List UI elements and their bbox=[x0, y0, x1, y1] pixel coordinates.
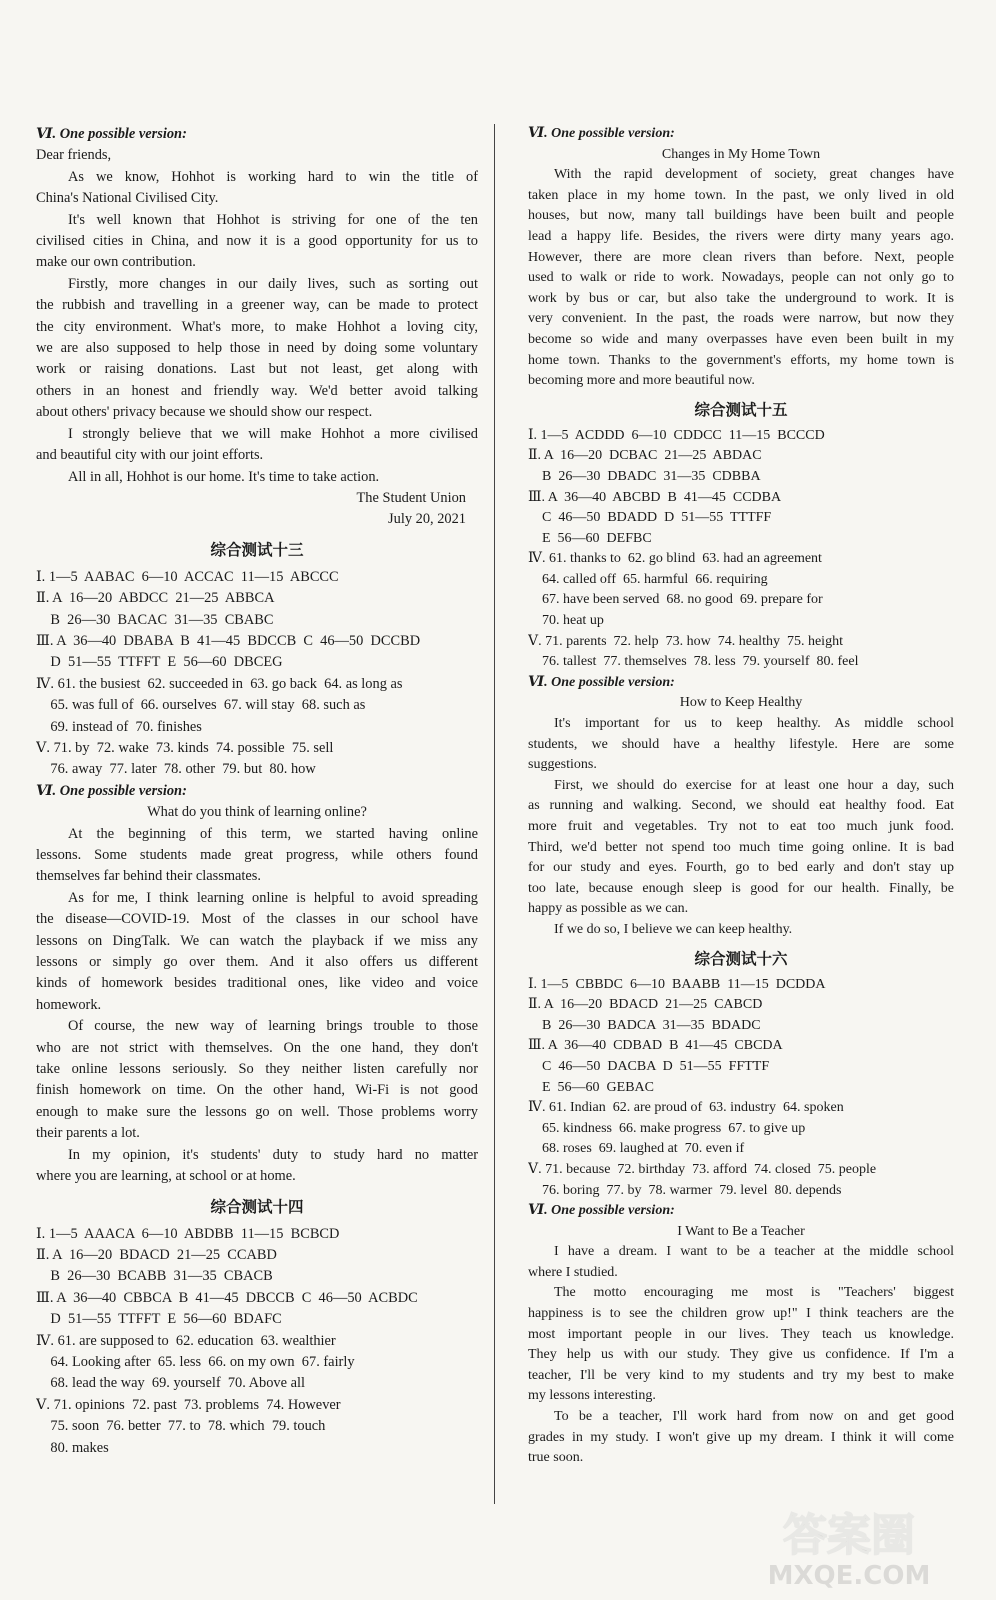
answer-line: Ⅲ. A 36—40 ABCBD B 41—45 CCDBA bbox=[528, 489, 782, 505]
essay-line: for our study and eyes. Fourth, go to bed early and don't stay up bbox=[528, 860, 954, 876]
essay-line: finish homework on time. On the other hand, Wi-Fi is not good bbox=[36, 1082, 478, 1099]
essay-line: It's important for us to keep healthy. As middle school bbox=[554, 716, 954, 732]
essay-title: What do you think of learning online? bbox=[147, 804, 367, 821]
essay-line: lessons or simply go over them. And it also offers us different bbox=[36, 954, 478, 971]
letter-line: civilised cities in China, and now it is a good opportunity for us to bbox=[36, 233, 478, 250]
essay-line: enough to make sure the lessons go on well. Those problems worry bbox=[36, 1103, 478, 1120]
essay-line: If we do so, I believe we can keep healthy. bbox=[554, 921, 793, 937]
essay-line: where you are learning, at school or at home. bbox=[36, 1168, 296, 1185]
essay-line: more fruit and vegetables. Try not to eat too much junk food. bbox=[528, 819, 954, 834]
essay-line: work by bus or car, but also take the underground to work. It is bbox=[528, 290, 954, 306]
essay-line: my lessons interesting. bbox=[528, 1388, 656, 1404]
answer-line: 68. roses 69. laughed at 70. even if bbox=[528, 1141, 745, 1157]
essay-title: I Want to Be a Teacher bbox=[677, 1223, 805, 1239]
essay-line: To be a teacher, I'll work hard from now on and get good bbox=[554, 1409, 954, 1425]
essay-line: used to walk or ride to work. Nowadays, people can not only go to bbox=[528, 270, 954, 286]
letter-line: China's National Civilised City. bbox=[36, 190, 219, 207]
answer-line: Ⅰ. 1—5 ACDDD 6—10 CDDCC 11—15 BCCCD bbox=[528, 427, 825, 443]
answer-line: B 26—30 BCABB 31—35 CBACB bbox=[36, 1268, 273, 1285]
letter-line: Firstly, more changes in our daily lives, such as sorting out bbox=[68, 275, 478, 292]
answer-line: 64. called off 65. harmful 66. requiring bbox=[528, 571, 768, 587]
s15-part6-label: Ⅵ. One possible version: bbox=[528, 674, 675, 690]
letter-line: about others' privacy because we should show our respect. bbox=[36, 404, 373, 421]
essay-line: I have a dream. I want to be a teacher at the middle school bbox=[554, 1244, 954, 1260]
answer-line: Ⅰ. 1—5 CBBDC 6—10 BAABB 11—15 DCDDA bbox=[528, 976, 826, 992]
essay-line: most important people in our lives. They teach us knowledge. bbox=[528, 1326, 954, 1342]
letter-line: As we know, Hohhot is working hard to win the title of bbox=[68, 168, 478, 185]
letter-line: others in an honest and friendly way. We'd better avoid talking bbox=[36, 382, 478, 399]
essay-line: becoming more and more beautiful now. bbox=[528, 373, 755, 389]
essay-line: However, there are more clean rivers than before. Next, people bbox=[528, 249, 954, 265]
letter-line: the city environment. What's more, to make Hohhot a loving city, bbox=[36, 318, 478, 335]
essay-line: In my opinion, it's students' duty to study hard no matter bbox=[68, 1146, 478, 1163]
letter-date: July 20, 2021 bbox=[388, 511, 466, 528]
essay-line: grades in my study. I won't give up my dream. I think it will come bbox=[528, 1429, 954, 1445]
essay-line: true soon. bbox=[528, 1450, 584, 1466]
letter-line: make our own contribution. bbox=[36, 254, 196, 271]
essay-line: teacher, I'll be very kind to my students and try my best to make bbox=[528, 1367, 954, 1383]
answer-line: C 46—50 BDADD D 51—55 TTTFF bbox=[528, 510, 772, 526]
answer-line: 76. away 77. later 78. other 79. but 80. how bbox=[36, 761, 316, 778]
answer-line: Ⅰ. 1—5 AAACA 6—10 ABDBB 11—15 BCBCD bbox=[36, 1225, 340, 1242]
right-column bbox=[528, 124, 954, 1469]
essay-line: who are not strict with themselves. On the one hand, they don't bbox=[36, 1039, 478, 1056]
answer-line: D 51—55 TTFFT E 56—60 DBCEG bbox=[36, 654, 283, 671]
answer-line: 65. kindness 66. make progress 67. to give up bbox=[528, 1120, 806, 1136]
answer-line: 64. Looking after 65. less 66. on my own 67. fairly bbox=[36, 1353, 355, 1370]
essay-line: First, we should do exercise for at least one hour a day, such bbox=[554, 777, 954, 793]
essay-line: lessons on DingTalk. We can watch the playback if we miss any bbox=[36, 932, 478, 949]
answer-line: C 46—50 DACBA D 51—55 FFTTF bbox=[528, 1058, 770, 1074]
answer-line: Ⅱ. A 16—20 BDACD 21—25 CABCD bbox=[528, 997, 763, 1013]
answer-line: 67. have been served 68. no good 69. prepare for bbox=[528, 592, 823, 608]
essay-line: take online lessons seriously. So they neither listen carefully nor bbox=[36, 1061, 478, 1078]
letter-line: the rubbish and travelling in a greener way, can be made to protect bbox=[36, 297, 478, 314]
answer-line: Ⅴ. 71. by 72. wake 73. kinds 74. possible 75. sell bbox=[36, 739, 334, 756]
column-divider bbox=[494, 124, 495, 1504]
essay-line: With the rapid development of society, great changes have bbox=[554, 167, 954, 183]
essay-line: home town. Thanks to the government's efforts, my home town is bbox=[528, 352, 954, 368]
essay-line: happy as possible as we can. bbox=[528, 901, 689, 917]
letter-line: It's well known that Hohhot is striving for one of the ten bbox=[68, 211, 478, 228]
answer-line: B 26—30 DBADC 31—35 CDBBA bbox=[528, 468, 761, 484]
answer-line: Ⅲ. A 36—40 CDBAD B 41—45 CBCDA bbox=[528, 1038, 783, 1054]
answer-line: 70. heat up bbox=[528, 613, 604, 629]
letter-line: All in all, Hohhot is our home. It's time to take action. bbox=[68, 468, 380, 485]
essay-line: Of course, the new way of learning brings trouble to those bbox=[68, 1018, 478, 1035]
answer-line: Ⅳ. 61. the busiest 62. succeeded in 63. go back 64. as long as bbox=[36, 675, 403, 692]
essay-line: suggestions. bbox=[528, 757, 597, 773]
left-column bbox=[36, 124, 478, 1459]
letter-line: I strongly believe that we will make Hohhot a more civilised bbox=[68, 425, 478, 442]
answer-line: Ⅲ. A 36—40 CBBCA B 41—45 DBCCB C 46—50 ACBDC bbox=[36, 1289, 418, 1306]
essay-line: become so wide and many overpasses have even been built in my bbox=[528, 331, 954, 347]
answer-line: Ⅱ. A 16—20 ABDCC 21—25 ABBCA bbox=[36, 590, 275, 607]
letter-line: Dear friends, bbox=[36, 147, 112, 164]
watermark-logo bbox=[724, 1498, 974, 1590]
essay-line: taken place in my home town. In the past, we only lived in old bbox=[528, 187, 954, 203]
essay-line: lead a happy life. Besides, the rivers were dirty many years ago. bbox=[528, 228, 954, 244]
s16-part6-label: Ⅵ. One possible version: bbox=[528, 1203, 675, 1219]
essay-line: kinds of homework besides traditional ones, like video and voice bbox=[36, 975, 478, 992]
s13-part6-label: Ⅵ. One possible version: bbox=[36, 782, 187, 799]
answer-line: E 56—60 DEFBC bbox=[528, 530, 652, 546]
essay-line: students, we should have a healthy lifestyle. Here are some bbox=[528, 736, 954, 752]
answer-line: Ⅳ. 61. are supposed to 62. education 63. wealthier bbox=[36, 1332, 336, 1349]
essay-line: the disease—COVID-19. Most of the classes in our school have bbox=[36, 911, 478, 928]
essay-line: where I studied. bbox=[528, 1264, 618, 1280]
essay-line: their parents a lot. bbox=[36, 1125, 140, 1142]
s12-part6-label: Ⅵ. One possible version: bbox=[36, 126, 187, 142]
essay-line: very convenient. In the past, the roads were narrow, but now they bbox=[528, 311, 954, 327]
answer-line: Ⅲ. A 36—40 DBABA B 41—45 BDCCB C 46—50 DCCBD bbox=[36, 632, 421, 649]
letter-signature: The Student Union bbox=[356, 489, 466, 506]
essay-line: At the beginning of this term, we started having online bbox=[68, 825, 478, 842]
essay-line: As for me, I think learning online is helpful to avoid spreading bbox=[68, 889, 478, 906]
s14-part6-label: Ⅵ. One possible version: bbox=[528, 126, 675, 141]
answer-line: Ⅴ. 71. because 72. birthday 73. afford 74. closed 75. people bbox=[528, 1161, 877, 1177]
essay-line: They help us with our study. They give us confidence. If I'm a bbox=[528, 1347, 954, 1363]
answer-line: 65. was full of 66. ourselves 67. will stay 68. such as bbox=[36, 697, 366, 714]
essay-line: The motto encouraging me most is "Teachers' biggest bbox=[554, 1285, 954, 1301]
answer-line: B 26—30 BACAC 31—35 CBABC bbox=[36, 611, 274, 628]
answer-line: B 26—30 BADCA 31—35 BDADC bbox=[528, 1017, 761, 1033]
section-title-14: 综合测试十四 bbox=[210, 1197, 304, 1216]
answer-line: Ⅱ. A 16—20 DCBAC 21—25 ABDAC bbox=[528, 448, 762, 464]
essay-title: How to Keep Healthy bbox=[679, 695, 803, 711]
answer-line: 69. instead of 70. finishes bbox=[36, 718, 202, 735]
letter-line: and beautiful city with our joint efforts. bbox=[36, 447, 264, 464]
section-title-16: 综合测试十六 bbox=[694, 949, 788, 968]
answer-line: Ⅰ. 1—5 AABAC 6—10 ACCAC 11—15 ABCCC bbox=[36, 568, 339, 585]
essay-line: too late, because enough sleep is good for our health. Finally, be bbox=[528, 880, 954, 896]
answer-line: Ⅳ. 61. thanks to 62. go blind 63. had an agreement bbox=[528, 551, 822, 567]
letter-line: we are also supposed to help those in need by doing some voluntary bbox=[36, 340, 478, 357]
essay-line: happiness is to see the children grow up!" I think teachers are the bbox=[528, 1306, 954, 1322]
section-title-15: 综合测试十五 bbox=[694, 400, 788, 419]
letter-line: work or raising donations. Last but not least, get along with bbox=[36, 361, 478, 378]
essay-line: lessons. Some students made great progress, while others found bbox=[36, 847, 478, 863]
essay-line: homework. bbox=[36, 996, 102, 1013]
answer-line: E 56—60 GEBAC bbox=[528, 1079, 654, 1095]
answer-line: D 51—55 TTFFT E 56—60 BDAFC bbox=[36, 1311, 282, 1328]
essay-title: Changes in My Home Town bbox=[661, 146, 821, 162]
watermark-text: 答案圈 bbox=[783, 1510, 915, 1561]
answer-line: Ⅳ. 61. Indian 62. are proud of 63. industry 64. spoken bbox=[528, 1100, 844, 1116]
answer-line: 75. soon 76. better 77. to 78. which 79. touch bbox=[36, 1418, 326, 1435]
answer-line: Ⅴ. 71. opinions 72. past 73. problems 74. However bbox=[36, 1396, 341, 1413]
answer-line: 76. tallest 77. themselves 78. less 79. yourself 80. feel bbox=[528, 654, 859, 670]
section-title-13: 综合测试十三 bbox=[210, 540, 304, 559]
answer-line: Ⅱ. A 16—20 BDACD 21—25 CCABD bbox=[36, 1246, 277, 1263]
answer-line: 68. lead the way 69. yourself 70. Above all bbox=[36, 1375, 305, 1392]
answer-line: Ⅴ. 71. parents 72. help 73. how 74. healthy 75. height bbox=[528, 633, 843, 649]
essay-line: as running and walking. Second, we should eat healthy food. Eat bbox=[528, 798, 954, 814]
answer-line: 80. makes bbox=[36, 1439, 109, 1456]
essay-line: themselves far behind their classmates. bbox=[36, 868, 261, 885]
essay-line: Third, we'd better not spend too much time going online. It is bad bbox=[528, 839, 954, 855]
watermark-url: MXQE.COM bbox=[767, 1561, 931, 1590]
essay-line: houses, but now, many tall buildings have been built and people bbox=[528, 208, 954, 224]
answer-line: 76. boring 77. by 78. warmer 79. level 80. depends bbox=[528, 1182, 842, 1198]
